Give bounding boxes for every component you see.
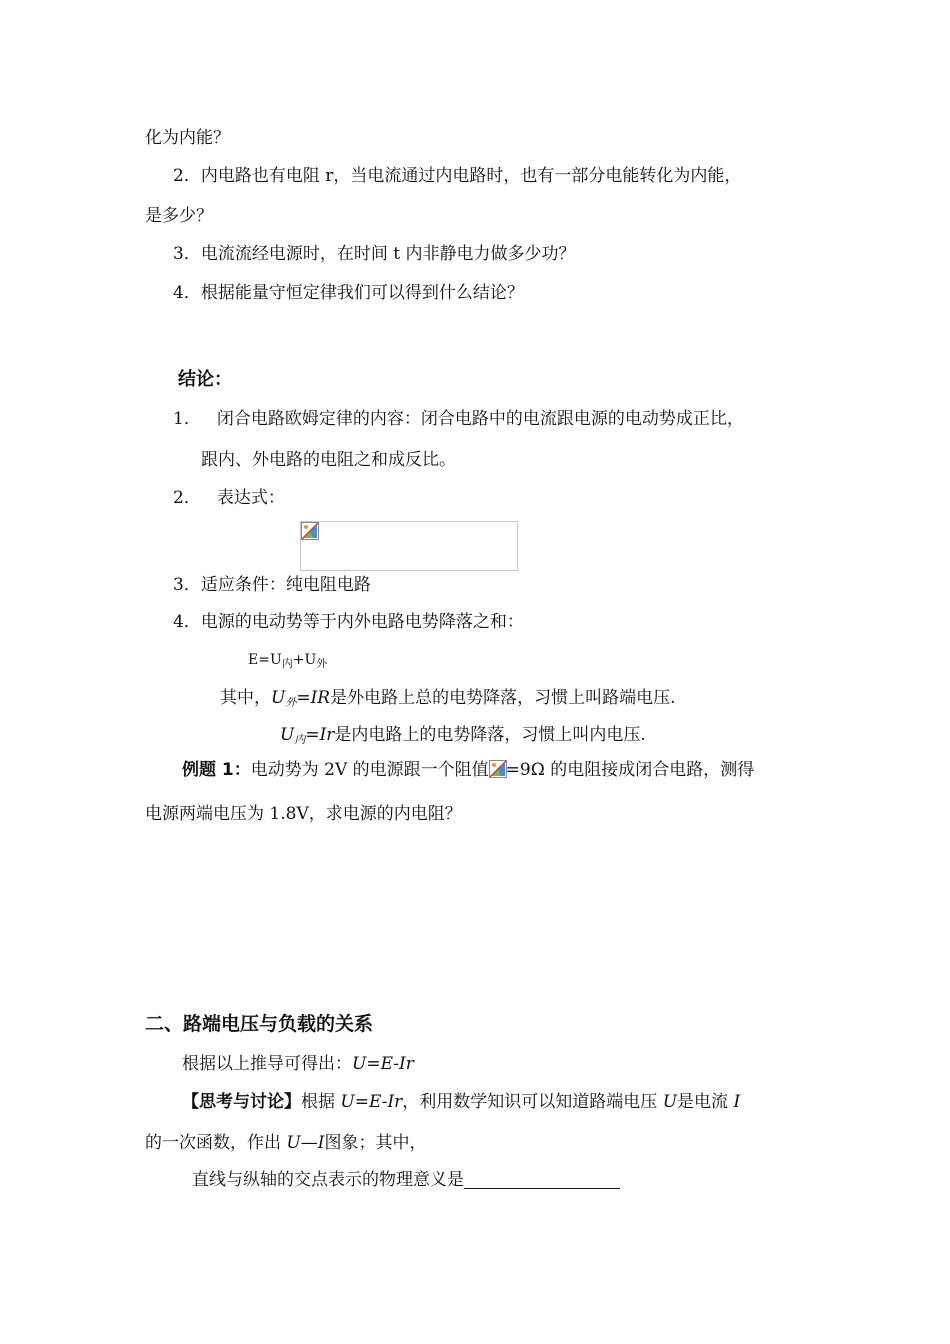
formula-image-frame	[300, 521, 518, 571]
formula-part: I	[733, 1092, 741, 1112]
formula-subscript: 内	[281, 657, 293, 670]
formula-part: =IR	[296, 688, 331, 708]
formula-part: +U	[292, 652, 317, 668]
text-line: 化为内能？	[145, 128, 230, 148]
text-line: 3．电流流经电源时，在时间 t 内非静电力做多少功？	[173, 244, 576, 264]
text-fragment: 图象；其中，	[324, 1133, 427, 1153]
text-line: 是多少？	[145, 206, 213, 226]
text-line	[182, 1052, 414, 1076]
text-fragment: 是电流	[677, 1092, 734, 1112]
item-number: 1．	[173, 409, 201, 429]
formula-part: U	[280, 725, 295, 745]
text-fragment: =9Ω 的电阻接成闭合电路，测得	[505, 760, 755, 780]
text-fragment: 根据以上推导可得出：	[182, 1054, 352, 1074]
text-line: 4．电源的电动势等于内外电路电势降落之和：	[173, 612, 524, 632]
formula-part: =Ir	[305, 725, 335, 745]
example-label: 例题 1：	[182, 760, 251, 780]
formula-part: U—I	[286, 1133, 325, 1153]
formula-part: E=U	[248, 652, 282, 668]
item-text: 闭合电路欧姆定律的内容：闭合电路中的电流跟电源的电动势成正比，	[216, 409, 744, 429]
formula-part: U=E-Ir	[352, 1054, 414, 1074]
text-line	[220, 686, 676, 715]
text-line: 跟内、外电路的电阻之和成反比。	[201, 450, 456, 470]
text-fragment: 是外电路上总的电势降落，习惯上叫路端电压.	[330, 688, 676, 708]
list-item	[173, 407, 744, 431]
conclusion-heading: 结论：	[178, 369, 232, 390]
formula-part: U	[662, 1092, 678, 1112]
question-text: 直线与纵轴的交点表示的物理意义是	[192, 1170, 464, 1190]
text-line: 4．根据能量守恒定律我们可以得到什么结论？	[173, 283, 524, 303]
text-line	[280, 723, 646, 752]
list-item	[173, 486, 285, 510]
text-line: 电源两端电压为 1.8V，求电源的内电阻？	[145, 804, 462, 824]
item-text: 表达式：	[216, 488, 285, 508]
text-line: 2．内电路也有电阻 r，当电流通过内电路时，也有一部分电能转化为内能，	[173, 166, 742, 186]
broken-image-icon	[489, 760, 506, 777]
discussion-label: 【思考与讨论】	[182, 1092, 301, 1112]
text-line	[192, 1168, 620, 1192]
text-line	[182, 1090, 740, 1114]
formula-part: U	[271, 688, 286, 708]
answer-blank[interactable]	[464, 1170, 620, 1189]
formula-subscript: 内	[294, 733, 306, 746]
example-line	[182, 758, 754, 782]
text-fragment: 电动势为 2V 的电源跟一个阻值	[250, 760, 489, 780]
text-fragment: 的一次函数，作出	[145, 1133, 287, 1153]
broken-image-icon	[301, 522, 319, 544]
text-fragment: 其中，	[220, 688, 271, 708]
formula-part: U=E-Ir	[340, 1092, 403, 1112]
text-fragment: 是内电路上的电势降落，习惯上叫内电压.	[334, 725, 646, 745]
text-fragment: 根据	[301, 1092, 341, 1112]
text-fragment: ，利用数学知识可以知道路端电压	[402, 1092, 663, 1112]
formula-subscript: 外	[285, 696, 297, 709]
section-heading: 二、路端电压与负载的关系	[145, 1013, 374, 1035]
text-line	[145, 1131, 426, 1155]
formula-emf	[248, 648, 327, 676]
formula-subscript: 外	[316, 657, 328, 670]
text-line: 3．适应条件：纯电阻电路	[173, 575, 371, 595]
item-number: 2．	[173, 488, 201, 508]
